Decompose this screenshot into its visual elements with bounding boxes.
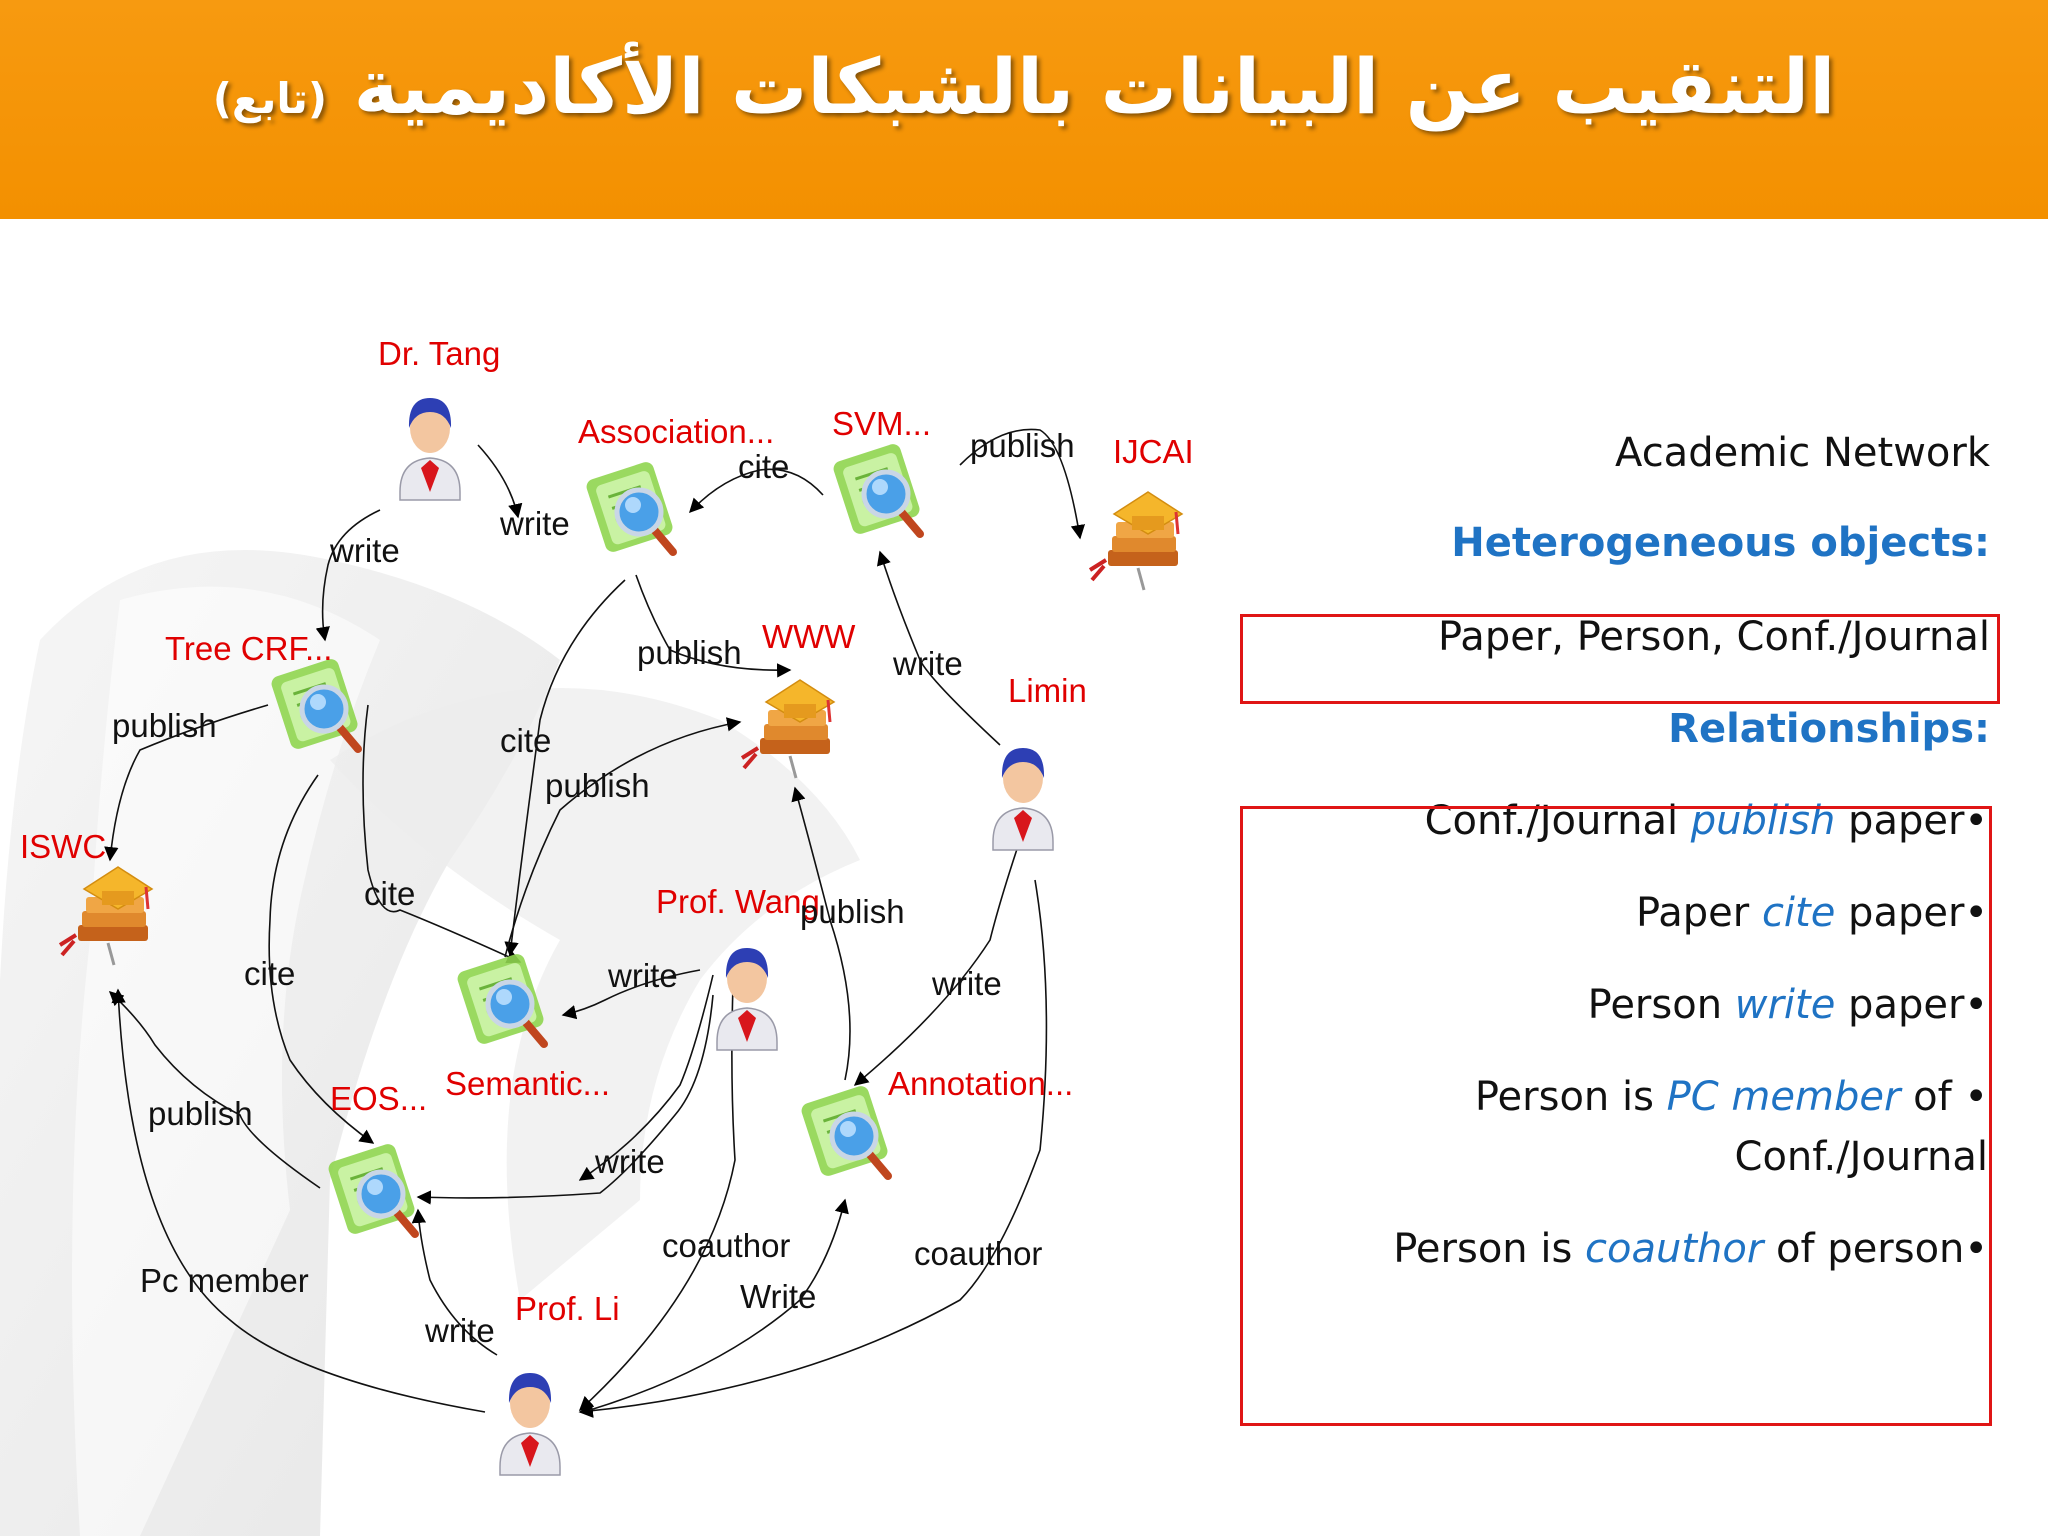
relationship-item: Person is coauthor of person•	[1393, 1226, 1988, 1272]
relationship-item: Paper cite paper•	[1635, 890, 1988, 936]
edge-label: publish	[112, 707, 217, 744]
edge-label: write	[893, 645, 963, 682]
edge-label: write	[595, 1143, 665, 1180]
edge-label: write	[608, 957, 678, 994]
edge	[855, 840, 1020, 1085]
edge-label: publish	[970, 427, 1075, 464]
edge-label: cite	[244, 955, 296, 992]
relationship-item: Person write paper•	[1587, 982, 1988, 1028]
edge-label: publish	[800, 893, 905, 930]
person-icon	[993, 748, 1053, 850]
node-label-svm: SVM...	[832, 405, 932, 442]
edge-label: publish	[148, 1095, 253, 1132]
title-sub: (تابع)	[212, 74, 328, 123]
node-label-prof-li: Prof. Li	[515, 1290, 620, 1327]
objects-heading: Heterogeneous objects:	[1451, 520, 1990, 566]
paper-icon	[799, 1084, 889, 1178]
node-label-eos: EOS...	[330, 1080, 428, 1117]
paper-icon	[831, 442, 921, 536]
node-label-association: Association...	[578, 413, 775, 450]
paper-icon	[326, 1142, 416, 1236]
edge-label: coauthor	[662, 1227, 791, 1264]
node-label-tree-crf: Tree CRF...	[165, 630, 333, 667]
edge-label: Pc member	[140, 1262, 309, 1299]
conference-icon	[1090, 492, 1182, 590]
person-icon	[500, 1373, 560, 1475]
edge-label: cite	[738, 448, 790, 485]
edge-label: publish	[545, 767, 650, 804]
person-icon	[400, 398, 460, 500]
edge-label: publish	[637, 634, 742, 671]
node-label-annotation: Annotation...	[888, 1065, 1074, 1102]
paper-icon	[584, 460, 674, 554]
relationships-heading: Relationships:	[1668, 706, 1990, 752]
title-main: التنقيب عن البيانات بالشبكات الأكاديمية	[353, 42, 1836, 131]
relationship-item-continued: Conf./Journal	[1734, 1134, 1988, 1180]
edge-label: cite	[364, 875, 416, 912]
node-label-dr-tang: Dr. Tang	[378, 335, 501, 372]
node-label-ijcai: IJCAI	[1113, 433, 1194, 470]
relationship-item: Person is PC member of •	[1474, 1074, 1988, 1120]
edge-label: write	[425, 1312, 495, 1349]
node-label-semantic: Semantic...	[445, 1065, 611, 1102]
edge-label: write	[500, 505, 570, 542]
edge-label: cite	[500, 722, 552, 759]
node-label-prof-wang: Prof. Wang	[656, 883, 820, 920]
relationships-highlight-box	[1240, 806, 1992, 1426]
node-label-www: WWW	[762, 618, 856, 655]
objects-highlight-box	[1240, 614, 2000, 704]
panel-heading: Academic Network	[1615, 430, 1990, 476]
edge-label: coauthor	[914, 1235, 1043, 1272]
person-icon	[717, 948, 777, 1050]
edge-label: Write	[740, 1278, 817, 1315]
node-label-iswc: ISWC	[20, 828, 107, 865]
edge-label: write	[932, 965, 1002, 1002]
relationship-item: Conf./Journal publish paper•	[1424, 798, 1988, 844]
edge-label: write	[330, 532, 400, 569]
node-label-limin: Limin	[1008, 672, 1087, 709]
objects-list: Paper, Person, Conf./Journal	[1437, 614, 1990, 660]
paper-icon	[455, 952, 545, 1046]
